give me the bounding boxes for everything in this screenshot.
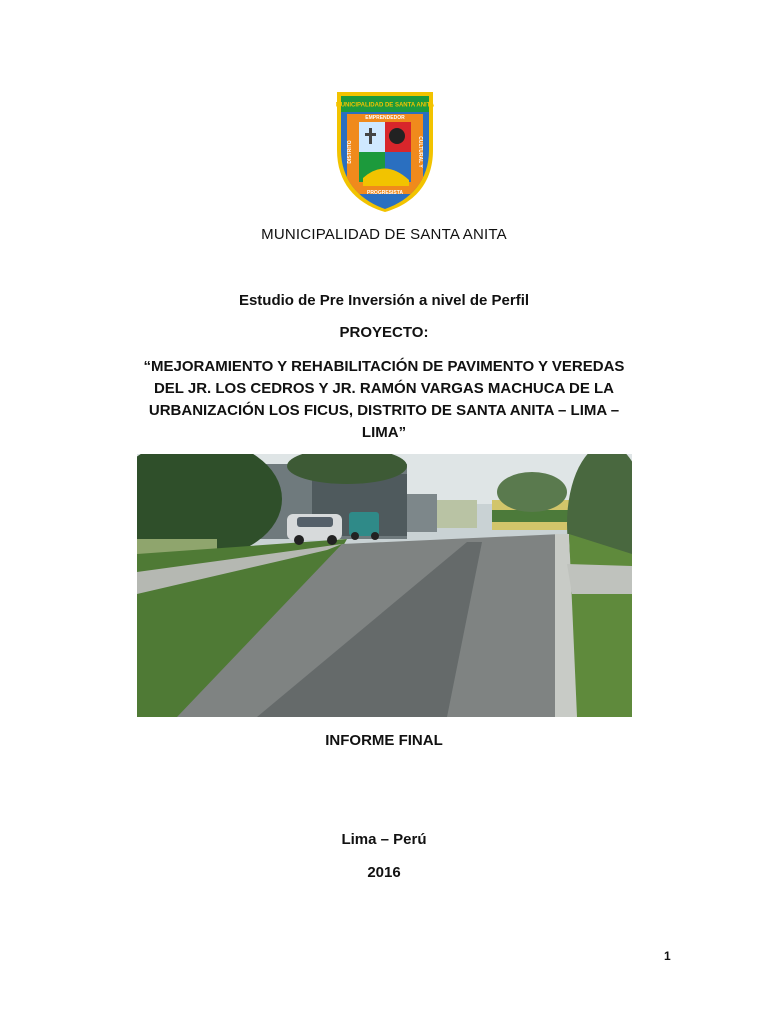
place-year: 2016 [367, 864, 401, 881]
project-label: PROYECTO: [339, 324, 429, 341]
place-city: Lima – Perú [341, 831, 427, 848]
project-title-line: LIMA” [361, 424, 407, 441]
study-label: Estudio de Pre Inversión a nivel de Perfil [238, 292, 530, 309]
report-type: INFORME FINAL [325, 732, 443, 749]
logo-ring-top-text: EMPRENDEDOR [365, 115, 405, 121]
municipality-logo [333, 88, 437, 212]
logo-ring-right-text: CULTURAL Y [417, 136, 423, 168]
project-title [100, 356, 668, 444]
page-number: 1 [664, 949, 671, 963]
logo-ring-bottom-text: PROGRESISTA [366, 190, 404, 196]
logo-ring-left-text: DISTRITO [347, 140, 353, 164]
project-title-line: “MEJORAMIENTO Y REHABILITACIÓN DE PAVIMENTO Y VEREDAS [143, 358, 625, 375]
street-photo [137, 454, 632, 717]
logo-banner-text: MUNICIPALIDAD DE SANTA ANITA [335, 102, 435, 109]
project-title-line: URBANIZACIÓN LOS FICUS, DISTRITO DE SANTA ANITA – LIMA – [148, 402, 620, 419]
municipality-name: MUNICIPALIDAD DE SANTA ANITA [261, 226, 507, 243]
project-title-line: DEL JR. LOS CEDROS Y JR. RAMÓN VARGAS MACHUCA DE LA [153, 380, 615, 397]
